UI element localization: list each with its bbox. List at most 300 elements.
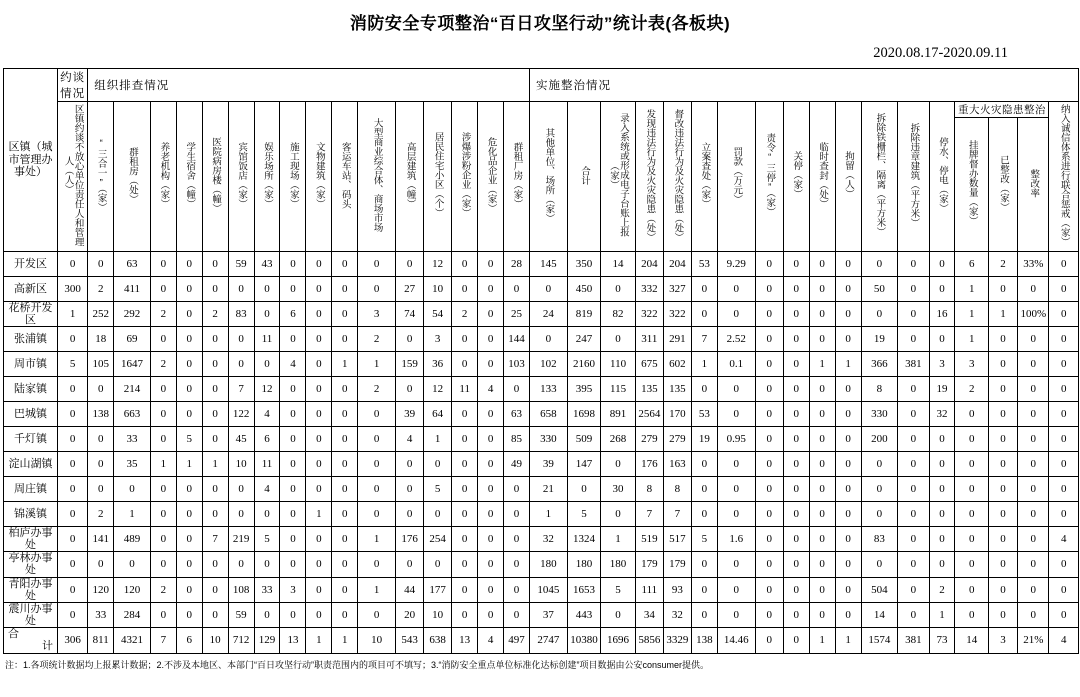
row-label-9: 周庄镇 xyxy=(4,477,58,502)
cell-r12-c2: 0 xyxy=(114,552,151,577)
cell-r0-c20: 204 xyxy=(635,252,663,277)
cell-r10-c15: 0 xyxy=(478,502,504,527)
cell-r13-c12: 44 xyxy=(396,577,424,602)
total-cell-c6: 712 xyxy=(228,627,254,653)
cell-r9-c11: 0 xyxy=(358,477,396,502)
cell-r7-c31: 0 xyxy=(955,427,988,452)
cell-r6-c29: 0 xyxy=(898,402,929,427)
cell-r3-c16: 144 xyxy=(504,327,530,352)
cell-r3-c28: 19 xyxy=(861,327,898,352)
cell-r11-c8: 0 xyxy=(280,527,306,552)
cell-r13-c20: 111 xyxy=(635,577,663,602)
cell-r13-c29: 0 xyxy=(898,577,929,602)
cell-r0-c32: 2 xyxy=(988,252,1017,277)
total-cell-c2: 4321 xyxy=(114,627,151,653)
cell-r2-c23: 0 xyxy=(717,302,755,327)
total-cell-c18: 10380 xyxy=(567,627,600,653)
cell-r0-c19: 14 xyxy=(601,252,636,277)
cell-r12-c24: 0 xyxy=(755,552,783,577)
cell-r4-c7: 0 xyxy=(254,352,280,377)
cell-r11-c10: 0 xyxy=(332,527,358,552)
cell-r13-c3: 2 xyxy=(150,577,176,602)
cell-r6-c28: 330 xyxy=(861,402,898,427)
total-cell-c11: 10 xyxy=(358,627,396,653)
column-header-16: 群租厂房（家） xyxy=(504,102,530,252)
total-cell-c10: 1 xyxy=(332,627,358,653)
cell-r12-c0: 0 xyxy=(58,552,88,577)
cell-r13-c22: 0 xyxy=(691,577,717,602)
total-cell-c29: 381 xyxy=(898,627,929,653)
cell-r11-c1: 141 xyxy=(88,527,114,552)
cell-r3-c17: 0 xyxy=(529,327,567,352)
cell-r0-c30: 0 xyxy=(929,252,955,277)
cell-r7-c34: 0 xyxy=(1049,427,1079,452)
cell-r5-c24: 0 xyxy=(755,377,783,402)
cell-r0-c9: 0 xyxy=(306,252,332,277)
cell-r9-c27: 0 xyxy=(835,477,861,502)
cell-r14-c0: 0 xyxy=(58,602,88,627)
total-cell-c20: 5856 xyxy=(635,627,663,653)
total-cell-c19: 1696 xyxy=(601,627,636,653)
cell-r3-c8: 0 xyxy=(280,327,306,352)
cell-r14-c27: 0 xyxy=(835,602,861,627)
column-header-15: 危化品企业（家） xyxy=(478,102,504,252)
cell-r12-c17: 180 xyxy=(529,552,567,577)
cell-r12-c13: 0 xyxy=(424,552,452,577)
cell-r8-c34: 0 xyxy=(1049,452,1079,477)
cell-r7-c15: 0 xyxy=(478,427,504,452)
cell-r12-c1: 0 xyxy=(88,552,114,577)
cell-r8-c27: 0 xyxy=(835,452,861,477)
cell-r13-c15: 0 xyxy=(478,577,504,602)
cell-r2-c13: 54 xyxy=(424,302,452,327)
cell-r2-c21: 322 xyxy=(663,302,691,327)
cell-r6-c34: 0 xyxy=(1049,402,1079,427)
cell-r6-c32: 0 xyxy=(988,402,1017,427)
cell-r3-c24: 0 xyxy=(755,327,783,352)
cell-r3-c3: 0 xyxy=(150,327,176,352)
cell-r10-c12: 0 xyxy=(396,502,424,527)
cell-r1-c31: 1 xyxy=(955,277,988,302)
cell-r7-c6: 45 xyxy=(228,427,254,452)
total-cell-c26: 1 xyxy=(809,627,835,653)
cell-r12-c26: 0 xyxy=(809,552,835,577)
cell-r1-c1: 2 xyxy=(88,277,114,302)
cell-r2-c1: 252 xyxy=(88,302,114,327)
column-header-26: 临时查封（处） xyxy=(809,102,835,252)
cell-r7-c28: 200 xyxy=(861,427,898,452)
cell-r0-c18: 350 xyxy=(567,252,600,277)
cell-r7-c21: 279 xyxy=(663,427,691,452)
cell-r0-c24: 0 xyxy=(755,252,783,277)
cell-r0-c34: 0 xyxy=(1049,252,1079,277)
cell-r0-c31: 6 xyxy=(955,252,988,277)
cell-r13-c19: 5 xyxy=(601,577,636,602)
cell-r7-c17: 330 xyxy=(529,427,567,452)
cell-r9-c10: 0 xyxy=(332,477,358,502)
cell-r6-c24: 0 xyxy=(755,402,783,427)
table-total-row xyxy=(4,627,1079,653)
group-header-rectification: 实施整治情况 xyxy=(529,69,1078,102)
cell-r13-c26: 0 xyxy=(809,577,835,602)
column-header-31: 挂牌督办数量（家） xyxy=(955,118,988,252)
cell-r8-c30: 0 xyxy=(929,452,955,477)
cell-r7-c16: 85 xyxy=(504,427,530,452)
row-label-3: 张浦镇 xyxy=(4,327,58,352)
cell-r11-c7: 5 xyxy=(254,527,280,552)
cell-r13-c1: 120 xyxy=(88,577,114,602)
cell-r6-c2: 663 xyxy=(114,402,151,427)
cell-r3-c19: 0 xyxy=(601,327,636,352)
cell-r2-c10: 0 xyxy=(332,302,358,327)
cell-r1-c29: 0 xyxy=(898,277,929,302)
cell-r2-c32: 1 xyxy=(988,302,1017,327)
cell-r4-c30: 3 xyxy=(929,352,955,377)
cell-r12-c29: 0 xyxy=(898,552,929,577)
row-label-0: 开发区 xyxy=(4,252,58,277)
cell-r2-c4: 0 xyxy=(176,302,202,327)
cell-r5-c9: 0 xyxy=(306,377,332,402)
cell-r7-c29: 0 xyxy=(898,427,929,452)
cell-r1-c19: 0 xyxy=(601,277,636,302)
cell-r4-c17: 102 xyxy=(529,352,567,377)
cell-r11-c14: 0 xyxy=(452,527,478,552)
column-header-33: 整改率 xyxy=(1018,118,1049,252)
column-header-6: 宾馆饭店（家） xyxy=(228,102,254,252)
cell-r3-c26: 0 xyxy=(809,327,835,352)
cell-r6-c6: 122 xyxy=(228,402,254,427)
cell-r2-c26: 0 xyxy=(809,302,835,327)
cell-r14-c14: 0 xyxy=(452,602,478,627)
cell-r7-c32: 0 xyxy=(988,427,1017,452)
table-row xyxy=(4,302,1079,327)
cell-r12-c25: 0 xyxy=(783,552,809,577)
cell-r1-c8: 0 xyxy=(280,277,306,302)
total-cell-c5: 10 xyxy=(202,627,228,653)
cell-r9-c31: 0 xyxy=(955,477,988,502)
cell-r14-c5: 0 xyxy=(202,602,228,627)
total-cell-c17: 2747 xyxy=(529,627,567,653)
cell-r6-c20: 2564 xyxy=(635,402,663,427)
cell-r9-c22: 0 xyxy=(691,477,717,502)
column-header-region: 区镇（城市管理办事处） xyxy=(4,69,58,252)
cell-r3-c21: 291 xyxy=(663,327,691,352)
cell-r8-c29: 0 xyxy=(898,452,929,477)
cell-r13-c21: 93 xyxy=(663,577,691,602)
column-header-8: 施工现场（家） xyxy=(280,102,306,252)
cell-r8-c20: 176 xyxy=(635,452,663,477)
table-row xyxy=(4,327,1079,352)
cell-r14-c8: 0 xyxy=(280,602,306,627)
cell-r3-c7: 11 xyxy=(254,327,280,352)
cell-r1-c6: 0 xyxy=(228,277,254,302)
table-footnote: 注：1.各项统计数据均上报累计数据；2.不涉及本地区、本部门“百日攻坚行动”职责范围内的项目可不填写；3.“消防安全重点单位标准化达标创建”项目数据由公安consumer提供。 xyxy=(5,659,710,670)
total-cell-c31: 14 xyxy=(955,627,988,653)
cell-r0-c27: 0 xyxy=(835,252,861,277)
cell-r13-c2: 120 xyxy=(114,577,151,602)
column-header-19: 录入系统或形成电子台账上报（家） xyxy=(601,102,636,252)
cell-r7-c12: 4 xyxy=(396,427,424,452)
cell-r1-c16: 0 xyxy=(504,277,530,302)
cell-r8-c33: 0 xyxy=(1018,452,1049,477)
cell-r13-c18: 1653 xyxy=(567,577,600,602)
cell-r7-c1: 0 xyxy=(88,427,114,452)
cell-r1-c28: 50 xyxy=(861,277,898,302)
cell-r6-c10: 0 xyxy=(332,402,358,427)
cell-r13-c33: 0 xyxy=(1018,577,1049,602)
cell-r7-c33: 0 xyxy=(1018,427,1049,452)
cell-r13-c23: 0 xyxy=(717,577,755,602)
cell-r4-c20: 675 xyxy=(635,352,663,377)
cell-r9-c30: 0 xyxy=(929,477,955,502)
cell-r5-c14: 11 xyxy=(452,377,478,402)
row-label-13: 青阳办事处 xyxy=(4,577,58,602)
cell-r4-c4: 0 xyxy=(176,352,202,377)
cell-r2-c3: 2 xyxy=(150,302,176,327)
cell-r4-c33: 0 xyxy=(1018,352,1049,377)
cell-r2-c5: 2 xyxy=(202,302,228,327)
cell-r14-c16: 0 xyxy=(504,602,530,627)
column-header-5: 医院病房楼（幢） xyxy=(202,102,228,252)
cell-r9-c21: 8 xyxy=(663,477,691,502)
cell-r6-c25: 0 xyxy=(783,402,809,427)
cell-r5-c18: 395 xyxy=(567,377,600,402)
cell-r11-c6: 219 xyxy=(228,527,254,552)
column-header-30: 停水、停电（家） xyxy=(929,102,955,252)
cell-r3-c12: 0 xyxy=(396,327,424,352)
cell-r8-c23: 0 xyxy=(717,452,755,477)
statistics-table xyxy=(3,68,1079,654)
cell-r13-c28: 504 xyxy=(861,577,898,602)
cell-r8-c11: 0 xyxy=(358,452,396,477)
cell-r10-c2: 1 xyxy=(114,502,151,527)
cell-r9-c7: 4 xyxy=(254,477,280,502)
cell-r2-c7: 0 xyxy=(254,302,280,327)
cell-r2-c19: 82 xyxy=(601,302,636,327)
header-group-row xyxy=(4,69,1079,102)
table-row xyxy=(4,377,1079,402)
cell-r10-c21: 7 xyxy=(663,502,691,527)
cell-r8-c6: 10 xyxy=(228,452,254,477)
cell-r3-c5: 0 xyxy=(202,327,228,352)
cell-r4-c25: 0 xyxy=(783,352,809,377)
cell-r4-c11: 1 xyxy=(358,352,396,377)
cell-r2-c18: 819 xyxy=(567,302,600,327)
cell-r1-c26: 0 xyxy=(809,277,835,302)
row-label-8: 淀山湖镇 xyxy=(4,452,58,477)
cell-r4-c15: 0 xyxy=(478,352,504,377)
row-label-7: 千灯镇 xyxy=(4,427,58,452)
cell-r7-c14: 0 xyxy=(452,427,478,452)
total-cell-c22: 138 xyxy=(691,627,717,653)
cell-r4-c2: 1647 xyxy=(114,352,151,377)
cell-r11-c11: 1 xyxy=(358,527,396,552)
cell-r10-c32: 0 xyxy=(988,502,1017,527)
cell-r6-c23: 0 xyxy=(717,402,755,427)
date-range-label: 2020.08.17-2020.09.11 xyxy=(873,45,1008,61)
column-header-7: 娱乐场所（家） xyxy=(254,102,280,252)
cell-r9-c17: 21 xyxy=(529,477,567,502)
cell-r13-c10: 0 xyxy=(332,577,358,602)
cell-r12-c15: 0 xyxy=(478,552,504,577)
cell-r14-c2: 284 xyxy=(114,602,151,627)
cell-r3-c31: 1 xyxy=(955,327,988,352)
cell-r12-c3: 0 xyxy=(150,552,176,577)
cell-r13-c11: 1 xyxy=(358,577,396,602)
cell-r10-c1: 2 xyxy=(88,502,114,527)
cell-r8-c32: 0 xyxy=(988,452,1017,477)
cell-r0-c22: 53 xyxy=(691,252,717,277)
cell-r11-c18: 1324 xyxy=(567,527,600,552)
cell-r10-c11: 0 xyxy=(358,502,396,527)
cell-r6-c7: 4 xyxy=(254,402,280,427)
cell-r5-c12: 0 xyxy=(396,377,424,402)
cell-r1-c0: 300 xyxy=(58,277,88,302)
cell-r6-c21: 170 xyxy=(663,402,691,427)
row-label-1: 高新区 xyxy=(4,277,58,302)
cell-r13-c8: 3 xyxy=(280,577,306,602)
cell-r5-c17: 133 xyxy=(529,377,567,402)
cell-r10-c8: 0 xyxy=(280,502,306,527)
cell-r9-c13: 5 xyxy=(424,477,452,502)
cell-r10-c4: 0 xyxy=(176,502,202,527)
cell-r3-c30: 0 xyxy=(929,327,955,352)
cell-r4-c23: 0.1 xyxy=(717,352,755,377)
cell-r10-c19: 0 xyxy=(601,502,636,527)
column-header-32: 已整改（家） xyxy=(988,118,1017,252)
cell-r7-c9: 0 xyxy=(306,427,332,452)
cell-r4-c0: 5 xyxy=(58,352,88,377)
cell-r6-c33: 0 xyxy=(1018,402,1049,427)
cell-r11-c15: 0 xyxy=(478,527,504,552)
cell-r11-c5: 7 xyxy=(202,527,228,552)
cell-r3-c20: 311 xyxy=(635,327,663,352)
cell-r10-c30: 0 xyxy=(929,502,955,527)
cell-r2-c22: 0 xyxy=(691,302,717,327)
cell-r5-c0: 0 xyxy=(58,377,88,402)
cell-r6-c14: 0 xyxy=(452,402,478,427)
cell-r12-c32: 0 xyxy=(988,552,1017,577)
cell-r2-c28: 0 xyxy=(861,302,898,327)
cell-r0-c5: 0 xyxy=(202,252,228,277)
cell-r12-c19: 180 xyxy=(601,552,636,577)
cell-r0-c29: 0 xyxy=(898,252,929,277)
cell-r11-c24: 0 xyxy=(755,527,783,552)
cell-r13-c17: 1045 xyxy=(529,577,567,602)
cell-r5-c33: 0 xyxy=(1018,377,1049,402)
cell-r12-c20: 179 xyxy=(635,552,663,577)
cell-r9-c28: 0 xyxy=(861,477,898,502)
cell-r5-c13: 12 xyxy=(424,377,452,402)
total-cell-c30: 73 xyxy=(929,627,955,653)
row-label-10: 锦溪镇 xyxy=(4,502,58,527)
cell-r12-c30: 0 xyxy=(929,552,955,577)
row-label-14: 震川办事处 xyxy=(4,602,58,627)
cell-r0-c7: 43 xyxy=(254,252,280,277)
cell-r9-c15: 0 xyxy=(478,477,504,502)
column-header-22: 立案查处（家） xyxy=(691,102,717,252)
cell-r14-c11: 0 xyxy=(358,602,396,627)
cell-r14-c29: 0 xyxy=(898,602,929,627)
cell-r3-c4: 0 xyxy=(176,327,202,352)
cell-r13-c31: 0 xyxy=(955,577,988,602)
cell-r10-c13: 0 xyxy=(424,502,452,527)
cell-r2-c31: 1 xyxy=(955,302,988,327)
cell-r1-c32: 0 xyxy=(988,277,1017,302)
column-header-1: “三合一”（家） xyxy=(88,102,114,252)
cell-r11-c4: 0 xyxy=(176,527,202,552)
cell-r14-c19: 0 xyxy=(601,602,636,627)
cell-r14-c31: 0 xyxy=(955,602,988,627)
cell-r8-c17: 39 xyxy=(529,452,567,477)
cell-r3-c23: 2.52 xyxy=(717,327,755,352)
cell-r5-c20: 135 xyxy=(635,377,663,402)
cell-r11-c2: 489 xyxy=(114,527,151,552)
cell-r4-c24: 0 xyxy=(755,352,783,377)
cell-r10-c23: 0 xyxy=(717,502,755,527)
column-header-13: 居民住宅小区（个） xyxy=(424,102,452,252)
table-row xyxy=(4,277,1079,302)
cell-r0-c15: 0 xyxy=(478,252,504,277)
cell-r3-c10: 0 xyxy=(332,327,358,352)
cell-r8-c24: 0 xyxy=(755,452,783,477)
cell-r7-c23: 0.95 xyxy=(717,427,755,452)
total-cell-c8: 13 xyxy=(280,627,306,653)
cell-r10-c7: 0 xyxy=(254,502,280,527)
cell-r2-c2: 292 xyxy=(114,302,151,327)
cell-r9-c19: 30 xyxy=(601,477,636,502)
cell-r13-c4: 0 xyxy=(176,577,202,602)
cell-r3-c32: 0 xyxy=(988,327,1017,352)
column-header-27: 拘留（人） xyxy=(835,102,861,252)
row-label-12: 亭林办事处 xyxy=(4,552,58,577)
total-cell-c14: 13 xyxy=(452,627,478,653)
cell-r1-c15: 0 xyxy=(478,277,504,302)
cell-r14-c25: 0 xyxy=(783,602,809,627)
cell-r0-c12: 0 xyxy=(396,252,424,277)
cell-r5-c1: 0 xyxy=(88,377,114,402)
cell-r14-c24: 0 xyxy=(755,602,783,627)
cell-r9-c2: 0 xyxy=(114,477,151,502)
cell-r10-c28: 0 xyxy=(861,502,898,527)
cell-r1-c11: 0 xyxy=(358,277,396,302)
cell-r8-c25: 0 xyxy=(783,452,809,477)
cell-r0-c8: 0 xyxy=(280,252,306,277)
cell-r8-c9: 0 xyxy=(306,452,332,477)
cell-r4-c21: 602 xyxy=(663,352,691,377)
cell-r12-c18: 180 xyxy=(567,552,600,577)
cell-r9-c25: 0 xyxy=(783,477,809,502)
cell-r12-c27: 0 xyxy=(835,552,861,577)
column-header-9: 文物建筑（家） xyxy=(306,102,332,252)
cell-r3-c27: 0 xyxy=(835,327,861,352)
cell-r3-c2: 69 xyxy=(114,327,151,352)
cell-r2-c6: 83 xyxy=(228,302,254,327)
cell-r0-c0: 0 xyxy=(58,252,88,277)
cell-r14-c15: 0 xyxy=(478,602,504,627)
cell-r5-c31: 2 xyxy=(955,377,988,402)
cell-r8-c15: 0 xyxy=(478,452,504,477)
total-cell-c32: 3 xyxy=(988,627,1017,653)
cell-r5-c26: 0 xyxy=(809,377,835,402)
cell-r11-c28: 83 xyxy=(861,527,898,552)
table-row xyxy=(4,477,1079,502)
table-row xyxy=(4,552,1079,577)
cell-r9-c8: 0 xyxy=(280,477,306,502)
cell-r6-c8: 0 xyxy=(280,402,306,427)
total-cell-c13: 638 xyxy=(424,627,452,653)
total-cell-c4: 6 xyxy=(176,627,202,653)
